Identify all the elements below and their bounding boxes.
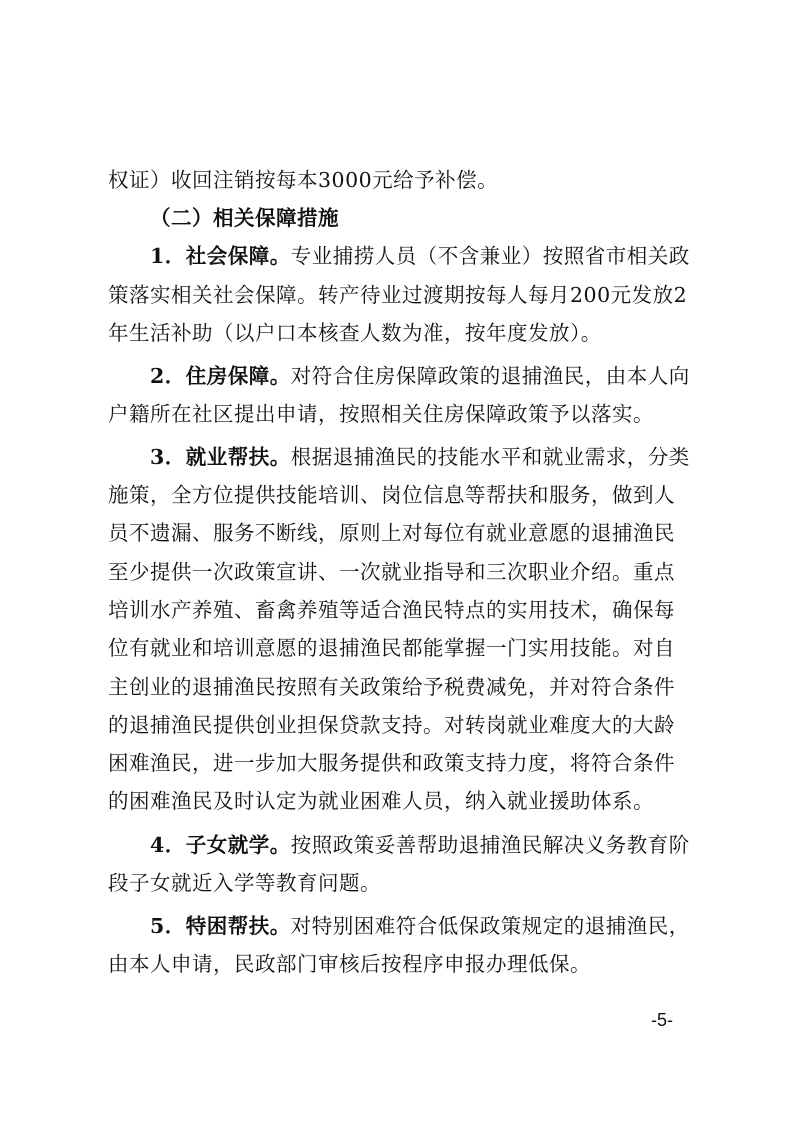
paragraph-line: 困难渔民，进一步加大服务提供和政策支持力度，将符合条件 — [108, 751, 675, 775]
paragraph-line: 位有就业和培训意愿的退捕渔民都能掌握一门实用技能。对自 — [108, 636, 675, 660]
paragraph-line: 的退捕渔民提供创业担保贷款支持。对转岗就业难度大的大龄 — [108, 713, 675, 737]
paragraph-line: 户籍所在社区提出申请，按照相关住房保障政策予以落实。 — [108, 402, 654, 426]
item-special-hardship-support — [150, 911, 690, 941]
item-title: 1．社会保障。 — [150, 244, 291, 268]
section-heading: （二）相关保障措施 — [150, 206, 339, 230]
paragraph-line: 由本人申请，民政部门审核后按程序申报办理低保。 — [108, 952, 591, 976]
paragraph-line: 主创业的退捕渔民按照有关政策给予税费减免，并对符合条件 — [108, 675, 675, 699]
item-title: 5．特困帮扶。 — [150, 914, 291, 938]
item-housing-security — [150, 361, 690, 391]
paragraph-line: 培训水产养殖、畜禽养殖等适合渔民特点的实用技术，确保每 — [108, 598, 675, 622]
paragraph-line: 的困难渔民及时认定为就业困难人员，纳入就业援助体系。 — [108, 789, 654, 813]
paragraph-line: 策落实相关社会保障。转产待业过渡期按每人每月200元发放2 — [108, 283, 688, 307]
paragraph-line: 员不遗漏、服务不断线，原则上对每位有就业意愿的退捕渔民 — [108, 521, 675, 545]
item-text: 专业捕捞人员（不含兼业）按照省市相关政 — [290, 244, 690, 268]
paragraph-line: 施策，全方位提供技能培训、岗位信息等帮扶和服务，做到人 — [108, 483, 675, 507]
item-text: 按照政策妥善帮助退捕渔民解决义务教育阶 — [290, 833, 690, 857]
paragraph-line: 段子女就近入学等教育问题。 — [108, 871, 381, 895]
item-text: 对符合住房保障政策的退捕渔民，由本人向 — [290, 364, 690, 388]
paragraph-line: 年生活补助（以户口本核查人数为准，按年度发放）。 — [108, 321, 602, 345]
item-social-security — [150, 241, 690, 271]
item-employment-support — [150, 442, 690, 472]
item-child-education — [150, 830, 690, 860]
item-title: 2．住房保障。 — [150, 364, 291, 388]
paragraph-line: 至少提供一次政策宣讲、一次就业指导和三次职业介绍。重点 — [108, 560, 675, 584]
paragraph-line: 权证）收回注销按每本3000元给予补偿。 — [108, 168, 499, 192]
item-title: 4．子女就学。 — [150, 833, 291, 857]
item-title: 3．就业帮扶。 — [150, 445, 291, 469]
item-text: 对特别困难符合低保政策规定的退捕渔民， — [290, 914, 690, 938]
item-text: 根据退捕渔民的技能水平和就业需求，分类 — [290, 445, 690, 469]
page-number: -5- — [651, 1010, 673, 1030]
